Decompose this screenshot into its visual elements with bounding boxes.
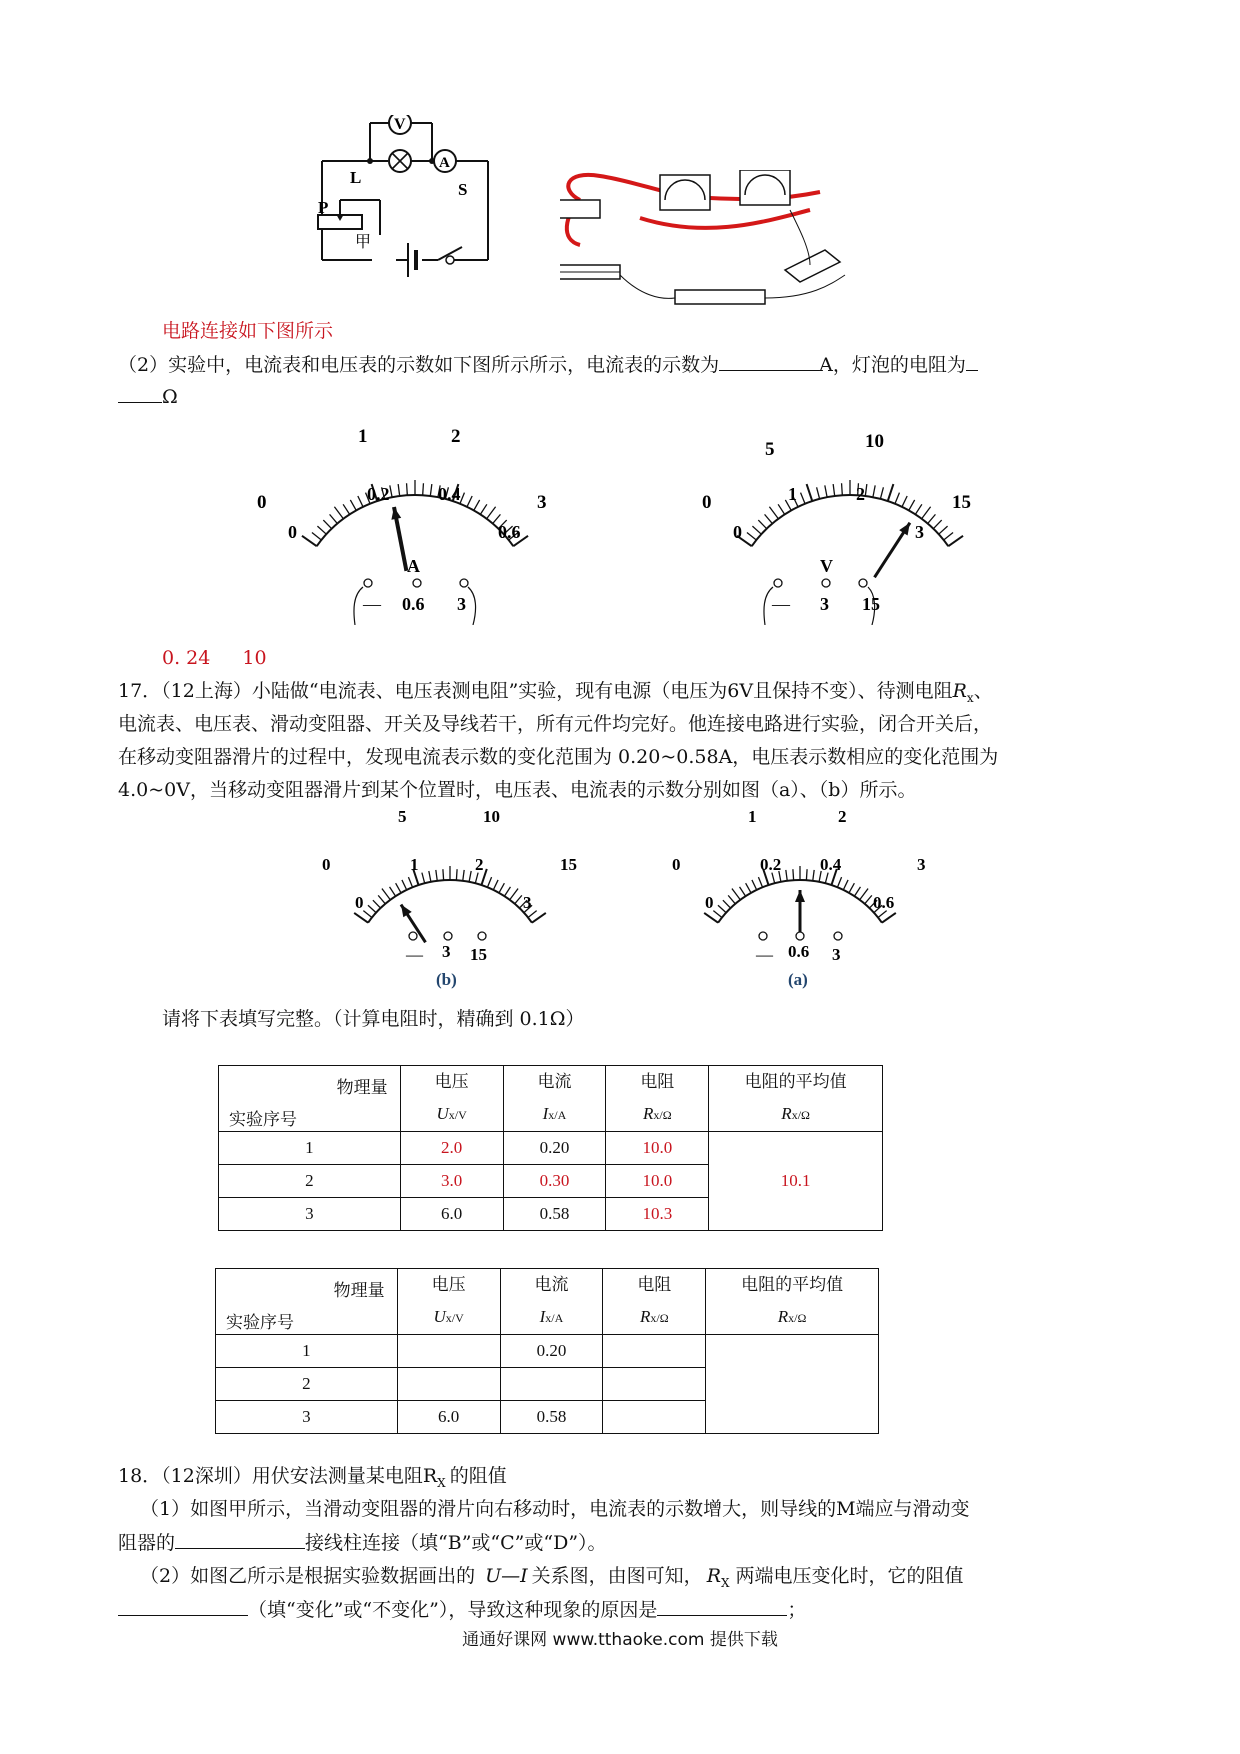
wiring-photo — [560, 170, 940, 315]
terminal-label: 15 — [470, 945, 487, 964]
answer-table — [218, 1065, 883, 1231]
table-row: 3 6.0 0.58 10.3 — [219, 1198, 883, 1231]
scale-tick — [786, 870, 787, 881]
scale-label: 0.2 — [760, 855, 782, 874]
q18-title: 18．（12深圳）用伏安法测量某电阻$R_X$ 的阻值 — [118, 1465, 507, 1490]
q2-current-blank[interactable] — [719, 348, 819, 371]
scale-tick — [843, 880, 848, 890]
q17-line2: 电流表、电压表、滑动变阻器、开关及导线若干，所有元件均完好。他连接电路进行实验，闭合开关后， — [118, 713, 993, 735]
header-seq: 实验序号 — [229, 1109, 297, 1129]
rx-tail: 、 — [973, 680, 993, 702]
scale-tick — [833, 484, 835, 496]
scale-tick — [467, 496, 472, 507]
scale-tick — [402, 880, 407, 890]
header-average: 电阻的平均值 Rx/Ω — [706, 1269, 879, 1335]
scale-tick — [882, 913, 896, 923]
scale-tick — [865, 484, 867, 496]
scale-tick — [849, 883, 854, 893]
scale-label: 2 — [856, 484, 865, 504]
scale-label: 1 — [410, 855, 419, 874]
scale-tick — [928, 514, 936, 523]
scale-tick — [317, 526, 326, 534]
scale-tick — [487, 877, 491, 887]
scale-tick — [407, 483, 408, 495]
slider-label: P — [318, 198, 329, 217]
scale-tick — [704, 913, 718, 923]
scale-label: 2 — [451, 426, 461, 447]
scale-tick — [778, 504, 785, 514]
scale-label: 0 — [733, 522, 742, 542]
q2-line1 — [118, 348, 978, 382]
input-cell[interactable] — [397, 1368, 500, 1401]
scale-tick — [747, 533, 756, 540]
scale-tick — [740, 887, 746, 896]
scale-tick — [732, 889, 740, 900]
scale-tick — [396, 883, 401, 893]
scale-tick — [769, 507, 778, 519]
meter-caption: (b) — [436, 970, 457, 989]
input-cell[interactable] — [603, 1368, 706, 1401]
meter-symbol: A — [407, 556, 420, 576]
ticks — [354, 866, 546, 923]
rx-sub: x — [966, 690, 974, 705]
scale-label: 5 — [765, 439, 775, 460]
scale-label: 2 — [838, 810, 847, 826]
scale-label: 15 — [952, 492, 971, 513]
scale-tick — [515, 895, 522, 903]
meter-symbol: V — [820, 556, 833, 576]
q18-p1b: 阻器的 接线柱连接（填“B”或“C”或“D”）。 — [118, 1526, 607, 1560]
q18-p2b: （填“变化”或“不变化”），导致这种现象的原因是 ； — [118, 1593, 806, 1627]
scale-tick — [398, 484, 400, 496]
terminal-label: 3 — [457, 594, 466, 614]
scale-tick — [837, 877, 841, 887]
terminal-label: 0.6 — [402, 594, 425, 614]
blank-table — [215, 1268, 879, 1434]
needle-tip — [795, 890, 805, 902]
scale-tick — [532, 913, 546, 923]
lamp-label: L — [350, 168, 362, 187]
scale-tick — [382, 889, 390, 900]
scale-tick — [825, 485, 827, 497]
terminal-label: 0.6 — [788, 942, 810, 961]
table-row: 1 0.20 — [216, 1335, 879, 1368]
q17-line3: 在移动变阻器滑片的过程中，发现电流表示数的变化范围为 0.20~0.58A，电压表示数相应的变化范围为 — [118, 746, 999, 768]
scale-tick — [895, 493, 899, 504]
scale-label: 10 — [483, 810, 500, 826]
header-current: 电流 Ix/A — [500, 1269, 603, 1335]
q17-text-1: 17．（12上海）小陆做“电流表、电压表测电阻”实验，现有电源（电压为6V且保持不变）、待测电阻 — [118, 680, 953, 702]
q2-resistance-blank-b[interactable] — [118, 380, 162, 403]
scale-tick — [915, 504, 922, 514]
scale-tick — [443, 869, 444, 880]
q2-unit-a: A，灯泡的电阻为 — [819, 354, 966, 376]
scale-tick — [765, 514, 773, 523]
terminal-label: 3 — [820, 594, 829, 614]
scale-tick — [854, 887, 860, 896]
scale-tick — [460, 493, 464, 504]
voltmeter-symbol: V — [394, 116, 406, 133]
scale-tick — [463, 870, 464, 881]
scale-tick — [801, 493, 805, 504]
header-resistance: 电阻 Rx/Ω — [606, 1066, 709, 1132]
terminal-label: 3 — [832, 945, 841, 964]
terminal-label: 15 — [862, 594, 880, 614]
header-seq: 实验序号 — [226, 1312, 294, 1332]
ticks — [302, 480, 528, 546]
header-qty: 物理量 — [333, 1280, 385, 1300]
scale-label: 0.4 — [820, 855, 842, 874]
circuit-diagram — [300, 115, 570, 295]
scale-tick — [430, 484, 432, 496]
scale-tick — [334, 507, 343, 519]
scale-tick — [436, 870, 437, 881]
scale-tick — [758, 877, 762, 887]
scale-tick — [933, 520, 941, 529]
input-cell[interactable] — [500, 1368, 603, 1401]
scale-label: 1 — [788, 484, 797, 504]
scale-tick — [378, 895, 385, 903]
q2-text: （2）实验中，电流表和电压表的示数如下图所示所示，电流表的示数为 — [118, 354, 720, 376]
table-row: 2 3.0 0.30 10.0 — [219, 1165, 883, 1198]
ticks — [737, 480, 963, 546]
scale-label: 0 — [288, 522, 297, 542]
q2-answers — [162, 642, 267, 675]
arc — [317, 495, 514, 546]
scale-tick — [752, 526, 761, 534]
scale-tick — [456, 869, 457, 880]
scale-label: 1 — [748, 810, 757, 826]
average-cell: 10.1 — [709, 1132, 883, 1231]
scale-tick — [873, 485, 875, 497]
scale-label: 0 — [672, 855, 681, 874]
scale-tick — [429, 871, 431, 882]
table-row: 2 — [216, 1368, 879, 1401]
input-cell[interactable] — [603, 1401, 706, 1434]
scale-tick — [758, 520, 766, 529]
scale-tick — [474, 500, 480, 510]
q18-change-blank[interactable] — [118, 1593, 248, 1616]
scale-tick — [422, 873, 425, 884]
scale-tick — [493, 880, 498, 890]
header-voltage: 电压 Ux/V — [397, 1269, 500, 1335]
q18-reason-blank[interactable] — [657, 1593, 787, 1616]
terminal-label: — — [772, 594, 790, 614]
top-voltmeter — [690, 420, 1000, 625]
scale-tick — [713, 911, 722, 918]
scale-tick — [752, 880, 757, 890]
arc — [368, 880, 532, 923]
table-header-row — [216, 1269, 879, 1335]
circuit-note: 电路连接如下图所示 — [162, 320, 334, 342]
header-voltage: 电压 Ux/V — [400, 1066, 503, 1132]
diag-header-cell — [219, 1066, 401, 1132]
fill-prompt: 请将下表填写完整。（计算电阻时，精确到 0.1Ω） — [162, 1008, 585, 1030]
scale-label: 5 — [398, 810, 407, 826]
scale-tick — [475, 873, 478, 884]
scale-tick — [510, 889, 518, 900]
scale-tick — [793, 869, 794, 880]
answer-resistance: 10 — [242, 647, 267, 669]
average-input-cell[interactable] — [706, 1335, 879, 1434]
scale-tick — [487, 507, 496, 519]
scale-tick — [806, 869, 807, 880]
q2-unit-ohm: Ω — [162, 386, 178, 408]
scale-tick — [880, 487, 883, 499]
meter-caption: (a) — [788, 970, 808, 989]
ammeter-symbol: A — [439, 155, 450, 171]
scale-tick — [302, 536, 317, 546]
scale-label: 3 — [915, 522, 924, 542]
scale-tick — [323, 520, 331, 529]
scale-label: 0.6 — [498, 522, 521, 542]
scale-tick — [718, 905, 726, 912]
scale-label: 15 — [560, 855, 577, 874]
scale-tick — [865, 895, 872, 903]
scale-tick — [312, 533, 321, 540]
footer: 通通好课网 www.tthaoke.com 提供下载 — [462, 1630, 778, 1650]
scale-tick — [363, 911, 372, 918]
scale-tick — [723, 900, 731, 908]
q2-line2 — [118, 380, 178, 414]
scale-tick — [350, 500, 356, 510]
scale-tick — [902, 496, 907, 507]
scale-tick — [746, 883, 751, 893]
mid-ammeter — [660, 810, 950, 995]
scale-tick — [772, 873, 775, 884]
scale-label: 0 — [705, 893, 714, 912]
scale-tick — [354, 913, 368, 923]
scale-tick — [504, 887, 510, 896]
q18-p2a: （2）如图乙所示是根据实验数据画出的 U—I 关系图，由图可知， $R_X$ 两端电压变化时，它的阻值 — [140, 1565, 964, 1590]
scale-label: 0.4 — [438, 484, 461, 504]
header-qty: 物理量 — [336, 1077, 388, 1097]
q17-line4: 4.0~0V，当移动变阻器滑片到某个位置时，电压表、电流表的示数分别如图（a）、（b）所示。 — [118, 779, 917, 801]
scale-tick — [807, 484, 813, 501]
terminal-label: 3 — [442, 942, 451, 961]
rx-symbol: R — [952, 680, 967, 702]
answer-current: 0. 24 — [162, 647, 211, 669]
scale-tick — [909, 500, 915, 510]
diag-header-cell — [216, 1269, 398, 1335]
scale-tick — [343, 504, 350, 514]
scale-label: 2 — [475, 855, 484, 874]
scale-label: 3 — [523, 893, 532, 912]
scale-tick — [358, 496, 363, 507]
scale-tick — [499, 883, 504, 893]
q18-p1a: （1）如图甲所示，当滑动变阻器的滑片向右移动时，电流表的示数增大，则导线的M端应与滑动变 — [140, 1498, 970, 1520]
scale-label: 0.2 — [367, 484, 390, 504]
scale-tick — [922, 507, 931, 519]
terminal-label: — — [756, 945, 773, 964]
scale-tick — [817, 487, 820, 499]
scale-tick — [330, 514, 338, 523]
mid-voltmeter — [310, 810, 600, 995]
switch-label: S — [458, 180, 468, 199]
header-current: 电流 Ix/A — [503, 1066, 606, 1132]
scale-label: 0 — [702, 492, 712, 513]
terminal-label: — — [363, 594, 381, 614]
scale-label: 10 — [865, 431, 884, 452]
scale-tick — [480, 504, 487, 514]
scale-label: 0 — [355, 893, 364, 912]
scale-tick — [368, 905, 376, 912]
q18-terminal-blank[interactable] — [175, 1526, 305, 1549]
scale-tick — [728, 895, 735, 903]
scale-tick — [390, 887, 396, 896]
scale-label: 0.6 — [873, 893, 895, 912]
scale-tick — [408, 877, 412, 887]
terminal-label: — — [406, 945, 423, 964]
table-header-row — [219, 1066, 883, 1132]
table-row: 3 6.0 0.58 — [216, 1401, 879, 1434]
scale-tick — [939, 526, 948, 534]
scale-tick — [888, 484, 894, 501]
scale-tick — [469, 871, 471, 882]
input-cell[interactable] — [397, 1335, 500, 1368]
scale-tick — [825, 873, 828, 884]
header-resistance: 电阻 Rx/Ω — [603, 1269, 706, 1335]
scale-label: 3 — [917, 855, 926, 874]
top-ammeter — [255, 420, 565, 625]
scale-tick — [813, 870, 814, 881]
q2-resistance-blank-a[interactable] — [966, 348, 978, 371]
scale-tick — [373, 900, 381, 908]
scale-tick — [860, 889, 868, 900]
scale-tick — [944, 533, 953, 540]
scale-tick — [390, 485, 392, 497]
table-row: 1 2.0 0.20 10.0 10.1 — [219, 1132, 883, 1165]
scale-label: 1 — [358, 426, 368, 447]
scale-tick — [842, 483, 843, 495]
scale-tick — [423, 483, 424, 495]
scale-label: 3 — [537, 492, 547, 513]
scale-label: 0 — [322, 855, 331, 874]
circuit-name: 甲 — [355, 232, 372, 251]
scale-label: 0 — [257, 492, 267, 513]
scale-tick — [948, 536, 963, 546]
input-cell[interactable] — [603, 1335, 706, 1368]
header-average: 电阻的平均值 Rx/Ω — [709, 1066, 883, 1132]
